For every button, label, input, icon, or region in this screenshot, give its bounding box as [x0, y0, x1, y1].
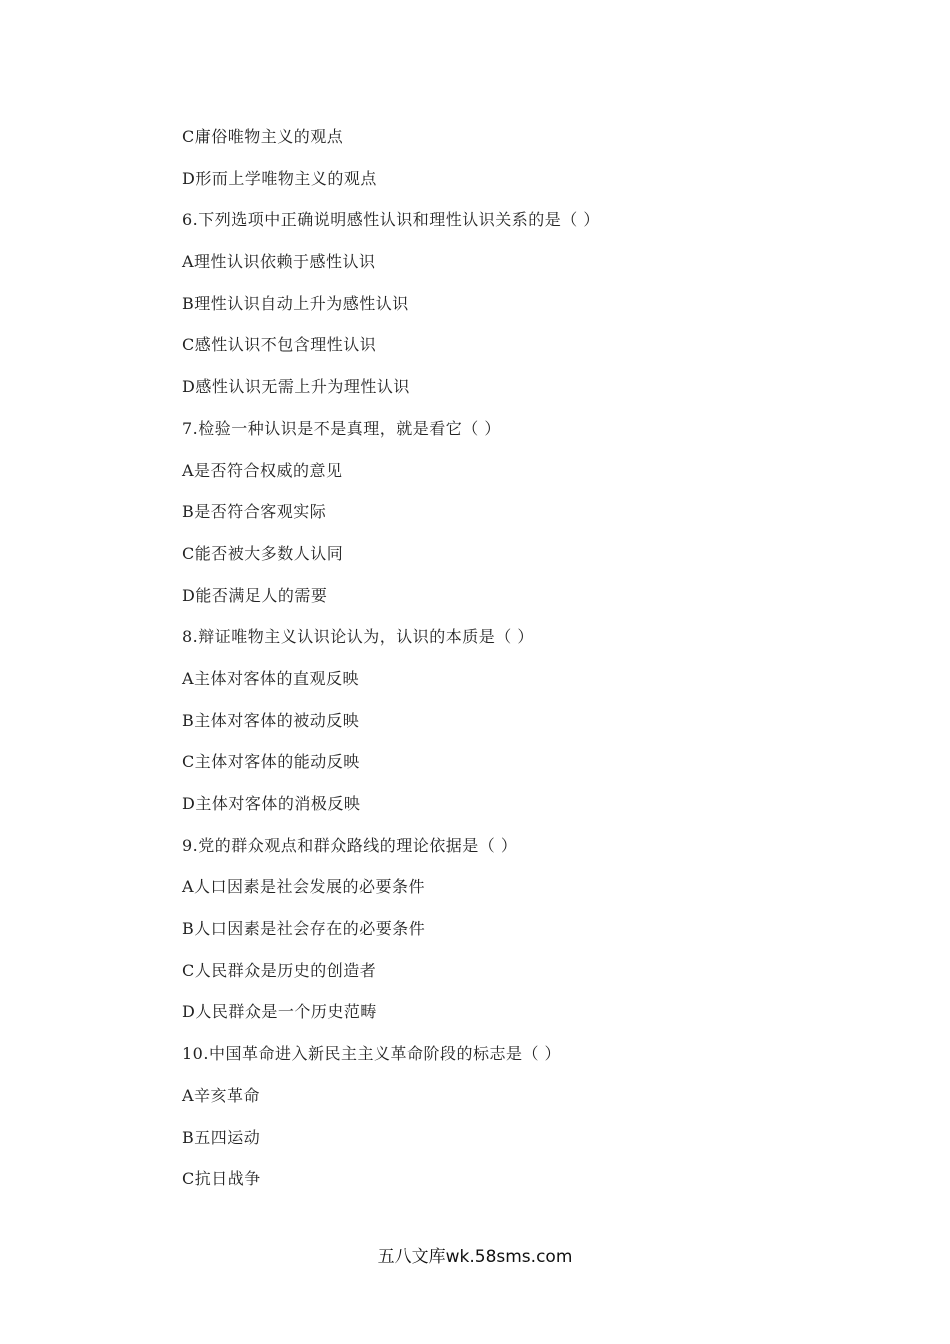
option-line: B理性认识自动上升为感性认识 — [182, 293, 409, 313]
option-line: B人口因素是社会存在的必要条件 — [182, 919, 426, 939]
question-line: 6.下列选项中正确说明感性认识和理性认识关系的是（ ） — [182, 210, 600, 230]
option-line: D能否满足人的需要 — [182, 585, 328, 605]
option-line: A主体对客体的直观反映 — [182, 668, 360, 688]
option-line: C人民群众是历史的创造者 — [182, 960, 377, 980]
option-line: B主体对客体的被动反映 — [182, 710, 360, 730]
option-line: C抗日战争 — [182, 1169, 261, 1189]
option-line: C感性认识不包含理性认识 — [182, 335, 377, 355]
option-line: C主体对客体的能动反映 — [182, 752, 360, 772]
page-footer: 五八文库wk.58sms.com — [377, 1247, 573, 1267]
option-line: C能否被大多数人认同 — [182, 543, 344, 563]
option-line: A理性认识依赖于感性认识 — [182, 252, 376, 272]
option-line: A人口因素是社会发展的必要条件 — [182, 877, 426, 897]
question-line: 7.检验一种认识是不是真理，就是看它（ ） — [182, 418, 501, 438]
option-line: D人民群众是一个历史范畴 — [182, 1002, 377, 1022]
option-line: D感性认识无需上升为理性认识 — [182, 377, 410, 397]
document-body — [182, 123, 822, 1207]
question-line: 10.中国革命进入新民主主义革命阶段的标志是（ ） — [182, 1044, 562, 1064]
option-line: D形而上学唯物主义的观点 — [182, 168, 377, 188]
option-line: C庸俗唯物主义的观点 — [182, 127, 344, 146]
option-line: A是否符合权威的意见 — [182, 460, 343, 480]
option-line: D主体对客体的消极反映 — [182, 794, 361, 813]
option-line: B是否符合客观实际 — [182, 502, 327, 522]
option-line: B五四运动 — [182, 1127, 261, 1147]
question-line: 9.党的群众观点和群众路线的理论依据是（ ） — [182, 835, 518, 855]
question-line: 8.辩证唯物主义认识论认为，认识的本质是（ ） — [182, 627, 534, 647]
option-line: A辛亥革命 — [182, 1085, 261, 1105]
